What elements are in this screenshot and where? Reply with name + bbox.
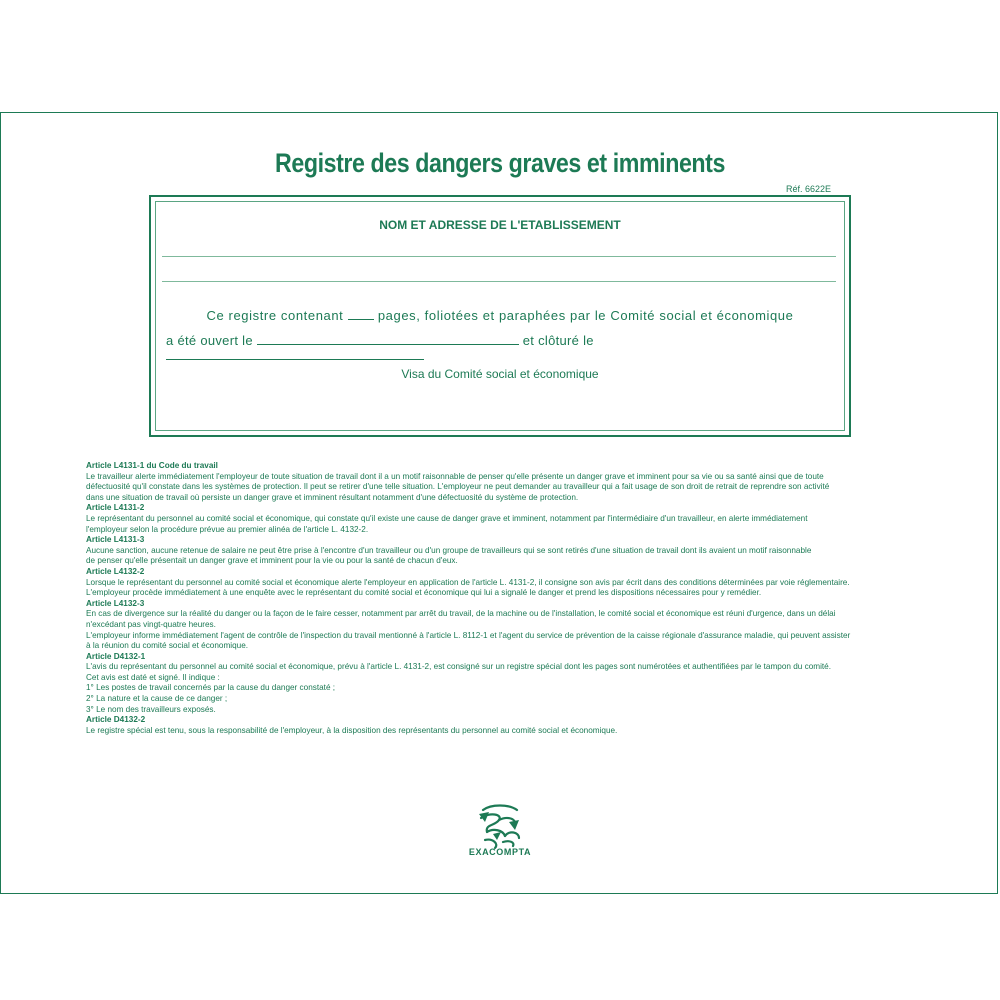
article-text-line: dans une situation de travail où persiste un danger grave et imminent résultant notamment d'une défectuosité du système de protection. (86, 492, 579, 502)
pages-prefix: Ce registre contenant (206, 308, 344, 323)
article-text-line: En cas de divergence sur la réalité du danger ou la façon de le faire cesser, notamment par arrêt du travail, de la machine ou de l'installation, le comité social et économique est réuni d'urgence, dans un délai (86, 609, 836, 619)
article-text-line: Cet avis est daté et signé. Il indique : (86, 672, 220, 682)
article-text-line: 1° Les postes de travail concernés par la cause du danger constaté ; (86, 683, 336, 693)
article-text-line: L'employeur procède immédiatement à une enquête avec le représentant du comité social et économique qui lui a signalé le danger et prend les dispositions nécessaires pour y remédier. (86, 588, 762, 598)
article-text-line: L'avis du représentant du personnel au comité social et économique, prévu à l'article L. 4131-2, est consigné sur un registre spécial dont les pages sont numérotées et authentifiées par le tampon du comité. (86, 662, 831, 672)
article-block (86, 567, 926, 599)
legal-articles (86, 461, 926, 736)
establishment-form-box (149, 195, 851, 437)
pages-statement (156, 308, 844, 323)
form-inner-frame (155, 201, 845, 431)
article-text-line: Le travailleur alerte immédiatement l'employeur de toute situation de travail dont il a un motif raisonnable de penser qu'elle présente un danger grave et imminent pour sa vie ou sa santé ainsi que de toute (86, 471, 824, 481)
article-text-line: n'excédant pas vingt-quatre heures. (86, 619, 216, 629)
article-title: Article L4131-3 (86, 535, 145, 545)
article-text-line: Lorsque le représentant du personnel au comité social et économique alerte l'employeur en application de l'article L. 4131-2, il consigne son avis par écrit dans des conditions déterminées par voie réglementaire. (86, 577, 850, 587)
article-block (86, 461, 926, 503)
article-title: Article D4132-1 (86, 651, 146, 661)
article-block (86, 715, 926, 736)
closed-label: et clôturé le (522, 333, 594, 348)
address-line-1[interactable] (162, 256, 836, 257)
pages-suffix: pages, foliotées et paraphées par le Comité social et économique (377, 308, 794, 323)
address-line-2[interactable] (162, 281, 836, 282)
dates-statement (166, 333, 846, 363)
article-text-line: 3° Le nom des travailleurs exposés. (86, 704, 216, 714)
article-block (86, 535, 926, 567)
article-text-line: Aucune sanction, aucune retenue de salaire ne peut être prise à l'encontre d'un travailleur ou d'un groupe de travailleurs qui se sont retirés d'une situation de travail dont ils avaient un motif raisonnable (86, 545, 812, 555)
reference-number: Réf. 6622E (786, 184, 832, 194)
article-title: Article L4131-2 (86, 503, 145, 513)
article-text-line: L'employeur informe immédiatement l'agent de contrôle de l'inspection du travail mentionné à l'article L. 8112-1 et l'agent du service de prévention de la caisse régionale d'assurance maladie, qui peuvent assister (86, 630, 851, 640)
opened-date-blank[interactable] (257, 343, 519, 345)
article-block (86, 652, 926, 716)
article-title: Article L4132-3 (86, 598, 145, 608)
article-text-line: 2° La nature et la cause de ce danger ; (86, 694, 228, 704)
article-block (86, 503, 926, 535)
article-title: Article L4132-2 (86, 566, 145, 576)
page-title: Registre des dangers graves et imminents (275, 148, 725, 178)
article-title: Article L4131-1 du Code du travail (86, 461, 218, 470)
article-text-line: Le représentant du personnel au comité social et économique, qui constate qu'il existe une cause de danger grave et imminent, notamment par l'intermédiaire d'un travailleur, en alerte immédiatement (86, 513, 808, 523)
pages-count-blank[interactable] (348, 318, 374, 320)
article-block (86, 599, 926, 652)
closed-date-blank[interactable] (166, 358, 424, 360)
article-text-line: à la réunion du comité social et économique. (86, 641, 249, 651)
article-title: Article D4132-2 (86, 715, 146, 725)
brand-name: EXACOMPTA (468, 847, 532, 857)
form-heading: NOM ET ADRESSE DE L'ETABLISSEMENT (379, 218, 621, 232)
visa-label: Visa du Comité social et économique (401, 367, 599, 381)
article-text-line: de penser qu'elle présentait un danger grave et imminent pour la vie ou pour la santé de chacun d'eux. (86, 556, 458, 566)
opened-label: a été ouvert le (166, 333, 253, 348)
article-text-line: Le registre spécial est tenu, sous la responsabilité de l'employeur, à la disposition des représentants du personnel au comité social et économique. (86, 725, 618, 735)
article-text-line: défectuosité qu'il constate dans les systèmes de protection. Il peut se retirer d'une telle situation. L'employeur ne peut demander au travailleur qui a fait usage de son droit de retrait de reprendre son activité (86, 482, 830, 492)
article-text-line: l'employeur selon la procédure prévue au premier alinéa de l'article L. 4132-2. (86, 524, 369, 534)
